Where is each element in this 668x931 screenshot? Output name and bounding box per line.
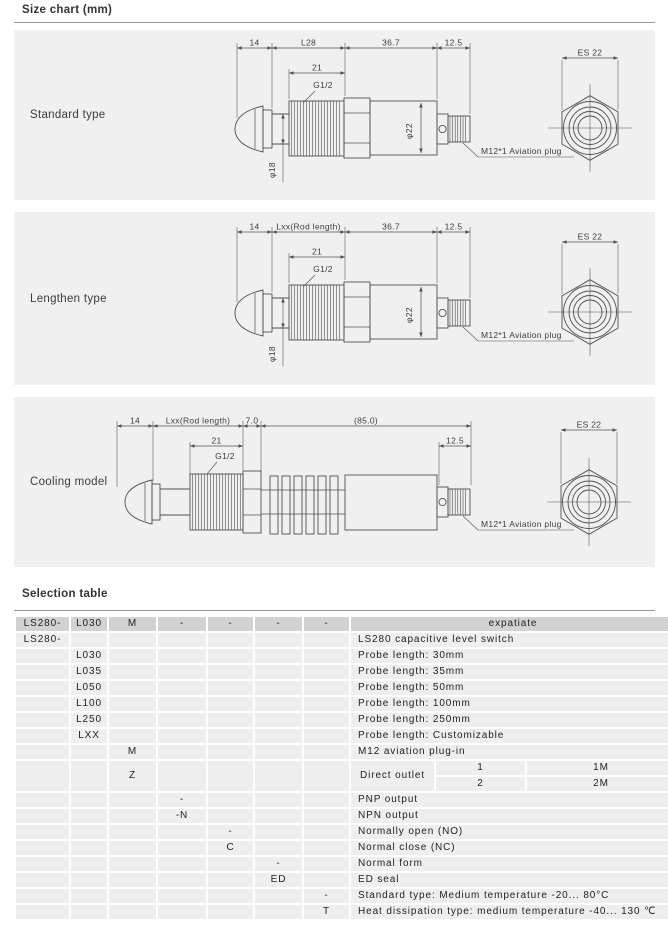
code-cell: - — [158, 793, 206, 807]
code-cell — [16, 793, 69, 807]
code-cell — [109, 873, 156, 887]
code-cell — [208, 697, 253, 711]
code-cell — [158, 697, 206, 711]
code-cell — [16, 809, 69, 823]
code-cell — [255, 713, 302, 727]
code-cell: L050 — [71, 681, 107, 695]
table-row — [16, 729, 668, 743]
code-cell — [16, 873, 69, 887]
selection-table — [14, 615, 668, 921]
size-chart-divider — [14, 22, 655, 23]
code-cell — [109, 857, 156, 871]
header-code-cell: M — [109, 617, 156, 631]
code-cell — [16, 713, 69, 727]
panel-standard-type — [14, 30, 655, 200]
table-row — [16, 905, 668, 919]
code-cell — [16, 649, 69, 663]
table-row — [16, 841, 668, 855]
cooling-model-drawing — [14, 397, 655, 567]
code-cell — [304, 633, 349, 647]
code-cell — [71, 889, 107, 903]
code-cell — [158, 889, 206, 903]
code-cell: - — [304, 889, 349, 903]
header-code-cell: - — [158, 617, 206, 631]
svg-text:ES 22: ES 22 — [577, 231, 603, 241]
code-cell — [255, 793, 302, 807]
code-cell — [109, 825, 156, 839]
code-cell — [16, 729, 69, 743]
svg-text:14: 14 — [249, 221, 260, 231]
code-cell — [208, 761, 253, 791]
description-cell: ED seal — [351, 873, 668, 887]
svg-text:G1/2: G1/2 — [313, 80, 333, 90]
svg-text:12.5: 12.5 — [444, 37, 463, 48]
selection-table-divider — [14, 610, 655, 611]
code-cell — [16, 905, 69, 919]
description-cell: Probe length: 100mm — [351, 697, 668, 711]
code-cell — [304, 761, 349, 791]
code-cell — [208, 713, 253, 727]
svg-text:M12*1 Aviation plug: M12*1 Aviation plug — [481, 519, 562, 529]
option-cell: 2 — [436, 777, 525, 791]
code-cell — [158, 905, 206, 919]
header-code-cell: L030 — [71, 617, 107, 631]
code-cell: - — [208, 825, 253, 839]
code-cell — [109, 633, 156, 647]
table-row — [16, 825, 668, 839]
svg-text:φ18: φ18 — [267, 345, 277, 362]
code-cell — [304, 793, 349, 807]
code-cell — [208, 873, 253, 887]
panel-label-lengthen: Lengthen type — [30, 292, 107, 305]
code-cell — [16, 889, 69, 903]
code-cell — [158, 729, 206, 743]
description-cell: Normally open (NO) — [351, 825, 668, 839]
code-cell — [109, 809, 156, 823]
code-cell — [255, 809, 302, 823]
code-cell — [304, 681, 349, 695]
code-cell — [109, 841, 156, 855]
code-cell — [158, 761, 206, 791]
svg-text:G1/2: G1/2 — [313, 263, 333, 274]
description-cell: NPN output — [351, 809, 668, 823]
table-row — [16, 761, 668, 775]
code-cell — [16, 665, 69, 679]
code-cell — [255, 697, 302, 711]
code-cell — [109, 713, 156, 727]
header-code-cell: - — [208, 617, 253, 631]
table-row — [16, 873, 668, 887]
description-cell: Probe length: Customizable — [351, 729, 668, 743]
description-cell: Standard type: Medium temperature -20... 80°C — [351, 889, 668, 903]
table-row — [16, 793, 668, 807]
sensor-side-view — [235, 221, 632, 366]
description-cell: M12 aviation plug-in — [351, 745, 668, 759]
code-cell — [208, 889, 253, 903]
header-code-cell: - — [255, 617, 302, 631]
code-cell: M — [109, 745, 156, 759]
code-cell — [16, 825, 69, 839]
code-cell: L030 — [71, 649, 107, 663]
svg-text:21: 21 — [311, 62, 323, 73]
option-cell: 1M — [527, 761, 668, 775]
code-cell — [109, 793, 156, 807]
code-cell: T — [304, 905, 349, 919]
code-cell — [71, 873, 107, 887]
svg-text:7.0: 7.0 — [245, 415, 259, 426]
svg-text:14: 14 — [129, 415, 141, 426]
selection-table-title: Selection table — [22, 588, 108, 600]
code-cell: Z — [109, 761, 156, 791]
code-cell: ED — [255, 873, 302, 887]
lengthen-type-drawing — [14, 214, 655, 384]
table-header-row — [16, 617, 668, 631]
description-cell: Normal close (NC) — [351, 841, 668, 855]
description-cell: Normal form — [351, 857, 668, 871]
code-cell — [255, 729, 302, 743]
description-cell: Heat dissipation type: medium temperature -40... 130 ℃ — [351, 905, 668, 919]
code-cell — [255, 649, 302, 663]
code-cell — [304, 665, 349, 679]
svg-text:ES 22: ES 22 — [577, 47, 603, 58]
code-cell — [158, 633, 206, 647]
code-cell — [71, 905, 107, 919]
description-cell: Probe length: 30mm — [351, 649, 668, 663]
code-cell — [158, 873, 206, 887]
selection-table-body — [16, 633, 668, 919]
code-cell — [208, 665, 253, 679]
direct-outlet-cell: Direct outlet — [351, 761, 434, 791]
code-cell — [158, 857, 206, 871]
panel-label-cooling: Cooling model — [30, 476, 108, 488]
code-cell: L250 — [71, 713, 107, 727]
description-cell: PNP output — [351, 793, 668, 807]
svg-text:(85.0): (85.0) — [353, 415, 379, 426]
code-cell — [16, 681, 69, 695]
code-cell — [16, 857, 69, 871]
code-cell: LXX — [71, 729, 107, 743]
svg-text:14: 14 — [249, 37, 260, 48]
table-row — [16, 697, 668, 711]
svg-text:G1/2: G1/2 — [215, 451, 235, 461]
code-cell — [255, 681, 302, 695]
code-cell — [208, 809, 253, 823]
code-cell — [208, 793, 253, 807]
svg-text:φ18: φ18 — [267, 162, 277, 178]
code-cell — [208, 857, 253, 871]
code-cell — [208, 649, 253, 663]
table-row — [16, 713, 668, 727]
header-expatiate-cell: expatiate — [351, 617, 668, 631]
code-cell — [16, 841, 69, 855]
code-cell — [304, 809, 349, 823]
code-cell — [158, 841, 206, 855]
code-cell — [109, 649, 156, 663]
code-cell — [71, 809, 107, 823]
code-cell: LS280- — [16, 633, 69, 647]
code-cell: L100 — [71, 697, 107, 711]
code-cell — [158, 681, 206, 695]
header-code-cell: LS280- — [16, 617, 69, 631]
panel-label-standard: Standard type — [30, 109, 106, 121]
table-row — [16, 889, 668, 903]
code-cell — [109, 905, 156, 919]
code-cell — [255, 745, 302, 759]
standard-type-drawing — [14, 30, 655, 200]
code-cell — [304, 649, 349, 663]
panel-lengthen-type — [14, 212, 655, 385]
code-cell — [71, 825, 107, 839]
code-cell — [304, 697, 349, 711]
code-cell: C — [208, 841, 253, 855]
code-cell — [304, 825, 349, 839]
code-cell — [255, 665, 302, 679]
svg-text:L28: L28 — [300, 37, 317, 48]
code-cell: -N — [158, 809, 206, 823]
svg-text:36.7: 36.7 — [382, 221, 400, 231]
selection-table-header — [16, 617, 668, 631]
code-cell — [109, 697, 156, 711]
code-cell — [109, 729, 156, 743]
code-cell — [304, 873, 349, 887]
code-cell — [304, 713, 349, 727]
code-cell — [158, 665, 206, 679]
option-cell: 1 — [436, 761, 525, 775]
code-cell — [255, 841, 302, 855]
code-cell — [304, 729, 349, 743]
code-cell — [16, 761, 69, 791]
svg-text:φ22: φ22 — [404, 306, 414, 323]
description-cell: LS280 capacitive level switch — [351, 633, 668, 647]
code-cell — [109, 681, 156, 695]
code-cell — [208, 729, 253, 743]
code-cell: L035 — [71, 665, 107, 679]
code-cell — [71, 761, 107, 791]
code-cell — [255, 825, 302, 839]
code-cell — [71, 857, 107, 871]
svg-text:φ22: φ22 — [404, 123, 414, 139]
code-cell — [208, 681, 253, 695]
description-cell: Probe length: 35mm — [351, 665, 668, 679]
svg-text:M12*1 Aviation plug: M12*1 Aviation plug — [481, 146, 562, 156]
description-cell: Probe length: 250mm — [351, 713, 668, 727]
code-cell — [158, 713, 206, 727]
table-row — [16, 633, 668, 647]
svg-text:M12*1 Aviation plug: M12*1 Aviation plug — [481, 329, 562, 340]
code-cell — [255, 761, 302, 791]
code-cell — [255, 633, 302, 647]
svg-text:21: 21 — [211, 435, 222, 446]
code-cell — [16, 697, 69, 711]
svg-text:Lxx(Rod length): Lxx(Rod length) — [165, 415, 231, 426]
table-row — [16, 649, 668, 663]
code-cell — [208, 745, 253, 759]
size-chart-title: Size chart (mm) — [22, 4, 113, 16]
panel-cooling-model — [14, 397, 655, 567]
code-cell — [304, 745, 349, 759]
code-cell — [304, 857, 349, 871]
code-cell — [158, 745, 206, 759]
code-cell — [71, 793, 107, 807]
table-row — [16, 665, 668, 679]
code-cell — [71, 745, 107, 759]
code-cell — [109, 665, 156, 679]
table-row — [16, 857, 668, 871]
svg-text:12.5: 12.5 — [444, 221, 463, 231]
table-row — [16, 745, 668, 759]
code-cell — [71, 633, 107, 647]
option-cell: 2M — [527, 777, 668, 791]
code-cell — [208, 905, 253, 919]
code-cell — [158, 649, 206, 663]
code-cell — [158, 825, 206, 839]
svg-text:ES 22: ES 22 — [576, 419, 602, 430]
svg-text:Lxx(Rod length): Lxx(Rod length) — [276, 221, 341, 231]
code-cell — [16, 745, 69, 759]
svg-text:21: 21 — [311, 246, 323, 256]
code-cell: - — [255, 857, 302, 871]
sensor-side-view — [117, 416, 631, 547]
code-cell — [255, 905, 302, 919]
table-row — [16, 681, 668, 695]
header-code-cell: - — [304, 617, 349, 631]
svg-text:36.7: 36.7 — [382, 37, 400, 48]
code-cell — [109, 889, 156, 903]
sensor-side-view — [235, 38, 632, 183]
code-cell — [71, 841, 107, 855]
description-cell: Probe length: 50mm — [351, 681, 668, 695]
code-cell — [208, 633, 253, 647]
code-cell — [255, 889, 302, 903]
table-row — [16, 809, 668, 823]
svg-text:12.5: 12.5 — [446, 435, 464, 446]
code-cell — [304, 841, 349, 855]
